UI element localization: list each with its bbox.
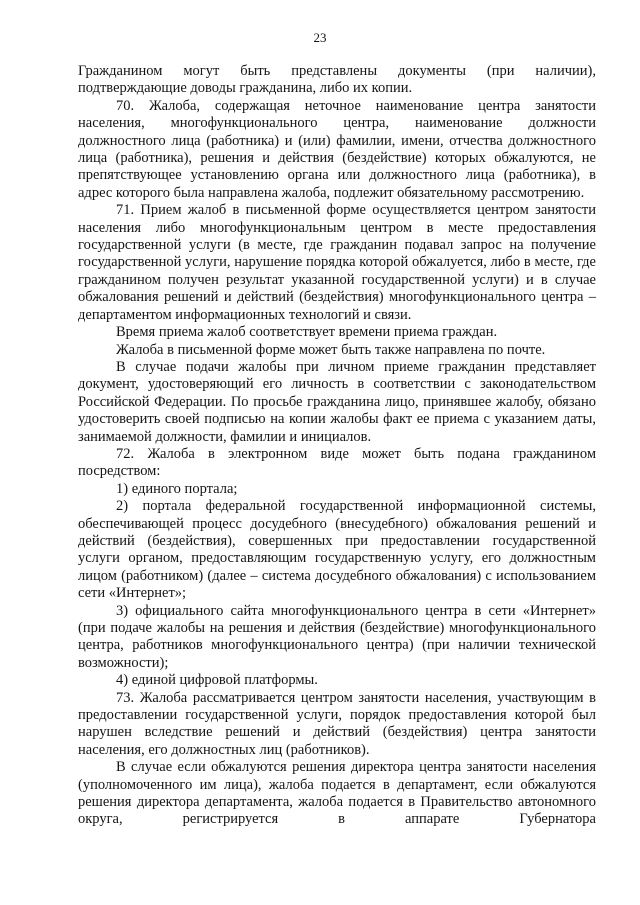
paragraph-postal: Жалоба в письменной форме может быть также направлена по почте. — [116, 341, 546, 358]
document-body — [78, 63, 596, 829]
paragraph-reception-time: Время приема жалоб соответствует времени приема граждан. — [116, 324, 498, 341]
list-item-2: 2) портала федеральной государственной информационной системы, обеспечивающей процесс досудебного (внесудебного) обжалования решений и действий (бездействия), совершенных при предоставлении государственной услуги органом, предоставляющим государственную услугу, его должностным лицом (работником) (далее – система досудебного обжалования) с использованием сети «Интернет»; — [78, 498, 596, 602]
list-item-1: 1) единого портала; — [116, 480, 238, 497]
list-item-3: 3) официального сайта многофункционального центра в сети «Интернет» (при подаче жалобы на решения и действия (бездействие) многофункционального центра, работников многофункционального центра) (при наличии технической возможности); — [78, 602, 596, 671]
list-item-4: 4) единой цифровой платформы. — [116, 672, 318, 689]
paragraph-continuation: Гражданином могут быть представлены документы (при наличии), подтверждающие доводы гражданина, либо их копии. — [78, 63, 596, 97]
paragraph-70: 70. Жалоба, содержащая неточное наименование центра занятости населения, многофункционального центра, наименование должности должностного лица (работника) и (или) фамилии, имени, отчества должностного лица (работника), решения и действия (бездействие) которых обжалуются, не препятствующее установлению органа или должностного лица (работника), в адрес которого была направлена жалоба, подлежит обязательному рассмотрению. — [78, 97, 596, 201]
paragraph-director-complaint: В случае если обжалуются решения директора центра занятости населения (уполномоченного им лица), жалоба подается в департамент, если обжалуются решения директора департамента, жалоба подается в Правительство автономного округа, регистрируется в аппарате Губернатора — [78, 759, 596, 828]
paragraph-71: 71. Прием жалоб в письменной форме осуществляется центром занятости населения либо многофункциональным центром в месте предоставления государственной услуги (в месте, где гражданин подавал запрос на получение государственной услуги, нарушение порядка которой обжалуется, либо в месте, где гражданином получен результат указанной государственной услуги) и в случае обжалования решений и действий (бездействия) многофункционального центра – департаментом информационных технологий и связи. — [78, 202, 596, 323]
paragraph-73: 73. Жалоба рассматривается центром занятости населения, участвующим в предоставлении государственной услуги, порядок предоставления которой был нарушен вследствие решений и действий (бездействия) центра занятости населения, его должностных лиц (работников). — [78, 689, 596, 758]
paragraph-personal-reception: В случае подачи жалобы при личном приеме гражданин представляет документ, удостоверяющий его личность в соответствии с законодательством Российской Федерации. По просьбе гражданина лицо, принявшее жалобу, обязано удостоверить своей подписью на копии жалобы факт ее приема с указанием даты, занимаемой должности, фамилии и инициалов. — [78, 358, 596, 445]
page-number: 23 — [313, 30, 327, 45]
paragraph-72: 72. Жалоба в электронном виде может быть подана гражданином посредством: — [78, 445, 596, 480]
